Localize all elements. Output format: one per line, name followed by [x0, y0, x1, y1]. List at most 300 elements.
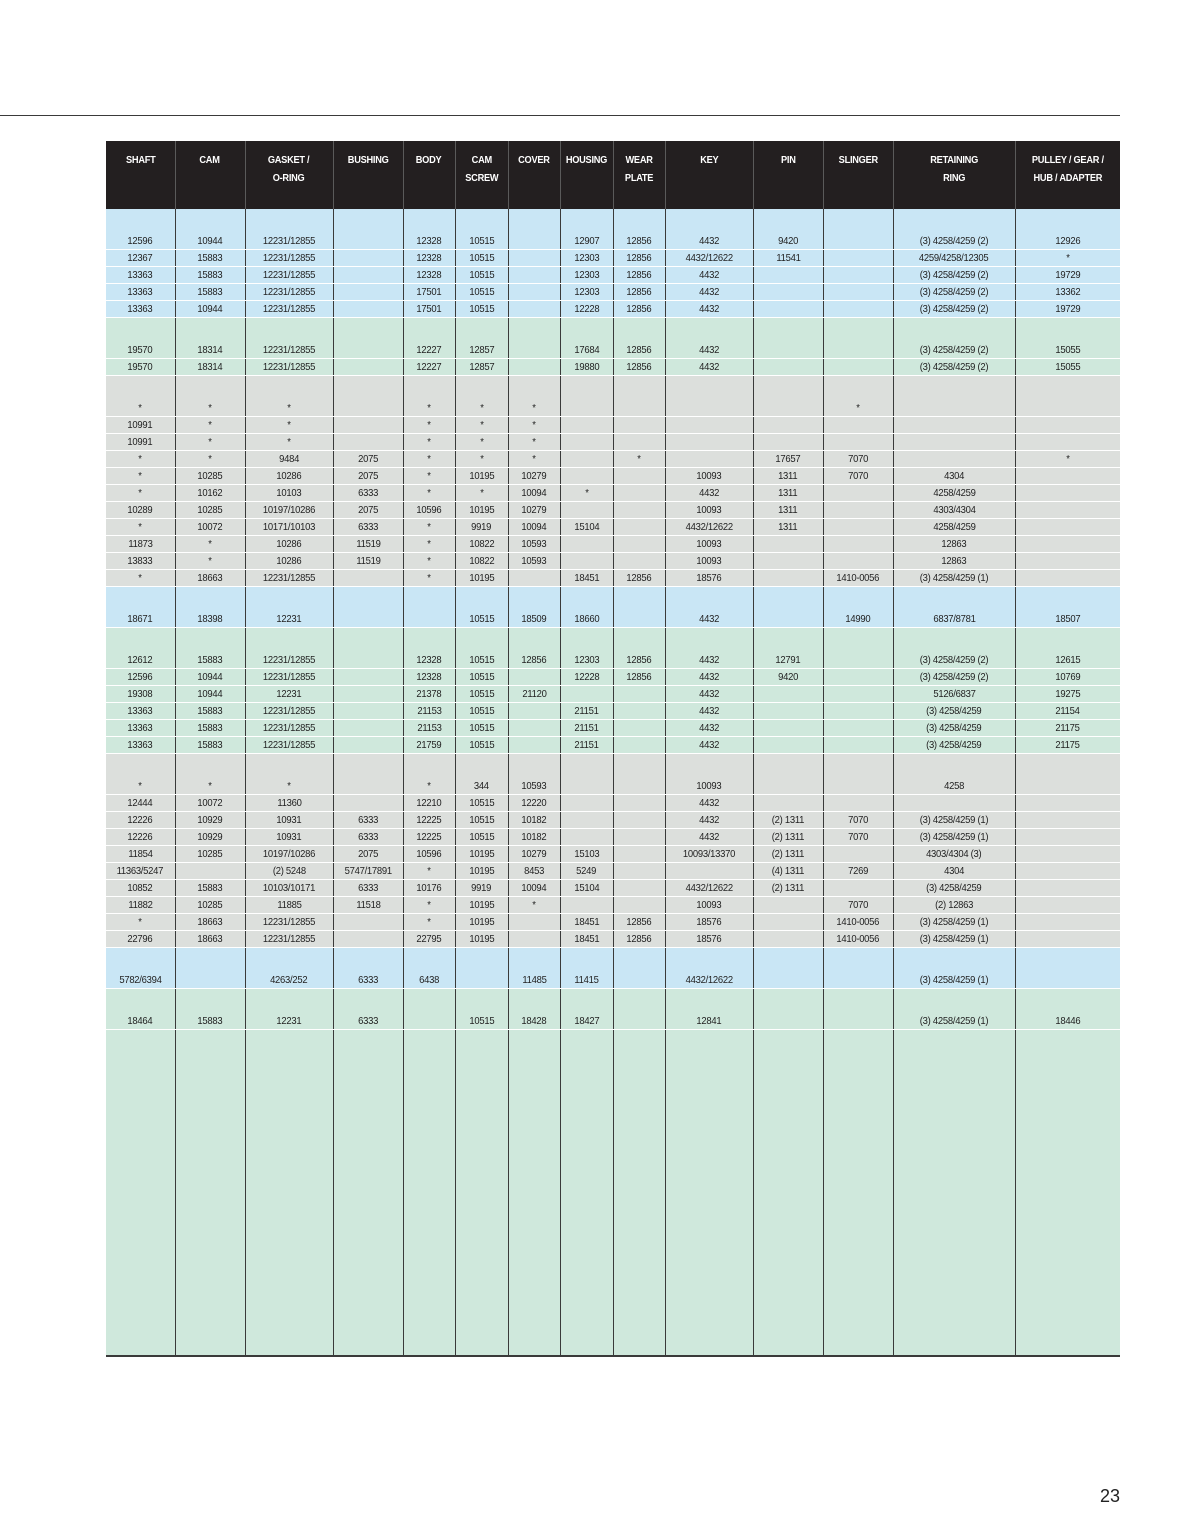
table-row [106, 519, 1120, 536]
table-cell: 7070 [823, 468, 893, 485]
table-cell [613, 519, 665, 536]
table-cell [823, 846, 893, 863]
table-cell [333, 795, 403, 812]
table-cell: 18663 [175, 931, 245, 948]
table-cell: 12856 [613, 931, 665, 948]
group-spacer [106, 209, 1120, 233]
header-row [106, 141, 1120, 209]
table-cell [823, 778, 893, 795]
table-cell: 9919 [455, 880, 508, 897]
table-cell: 21154 [1015, 703, 1120, 720]
table-cell: 10285 [175, 468, 245, 485]
table-cell: 14990 [823, 611, 893, 628]
table-row [106, 703, 1120, 720]
table-cell: * [245, 400, 333, 417]
table-row [106, 846, 1120, 863]
spacer-cell [455, 318, 508, 343]
header-housing: HOUSING [560, 141, 613, 209]
table-cell: 10176 [403, 880, 455, 897]
table-cell: 19308 [106, 686, 175, 703]
table-cell [1015, 829, 1120, 846]
table-cell: 12856 [613, 233, 665, 250]
table-cell: (2) 1311 [753, 880, 823, 897]
table-cell [613, 846, 665, 863]
spacer-cell [106, 209, 175, 233]
table-row [106, 686, 1120, 703]
table-cell: * [106, 485, 175, 502]
table-cell [333, 931, 403, 948]
table-cell [1015, 914, 1120, 931]
table-cell [508, 931, 560, 948]
table-cell [333, 914, 403, 931]
table-cell [823, 417, 893, 434]
group-spacer [106, 318, 1120, 343]
table-cell: 7070 [823, 829, 893, 846]
table-cell [1015, 553, 1120, 570]
table-cell [665, 434, 753, 451]
table-cell: * [106, 519, 175, 536]
table-row [106, 669, 1120, 686]
table-cell: 10515 [455, 652, 508, 669]
table-cell: * [175, 451, 245, 468]
table-cell: (2) 5248 [245, 863, 333, 880]
table-cell [613, 703, 665, 720]
table-cell: 10515 [455, 795, 508, 812]
table-cell: 2075 [333, 846, 403, 863]
table-cell: 12231/12855 [245, 233, 333, 250]
spacer-cell [1015, 948, 1120, 973]
spacer-cell [613, 587, 665, 612]
table-cell: (3) 4258/4259 (1) [893, 931, 1015, 948]
table-cell [893, 434, 1015, 451]
table-cell: 7070 [823, 897, 893, 914]
table-cell: 12367 [106, 250, 175, 267]
table-cell: (3) 4258/4259 [893, 880, 1015, 897]
table-cell: 17684 [560, 342, 613, 359]
table-cell: (4) 1311 [753, 863, 823, 880]
table-cell: 10094 [508, 519, 560, 536]
table-cell: 18671 [106, 611, 175, 628]
spacer-cell [823, 209, 893, 233]
table-cell: 15104 [560, 880, 613, 897]
spacer-cell [893, 318, 1015, 343]
table-cell [1015, 778, 1120, 795]
table-filler [106, 1030, 1120, 1356]
table-cell: 11363/5247 [106, 863, 175, 880]
table-cell: 12615 [1015, 652, 1120, 669]
table-row [106, 914, 1120, 931]
table-cell: 1311 [753, 468, 823, 485]
spacer-cell [508, 754, 560, 779]
table-cell [560, 686, 613, 703]
table-cell: 344 [455, 778, 508, 795]
table-cell: 12328 [403, 652, 455, 669]
table-cell [823, 284, 893, 301]
table-cell: 4432/12622 [665, 880, 753, 897]
header-slinger: SLINGER [823, 141, 893, 209]
table-cell: (3) 4258/4259 (2) [893, 284, 1015, 301]
table-cell [1015, 468, 1120, 485]
table-cell: 21151 [560, 703, 613, 720]
table-row [106, 737, 1120, 754]
table-cell [753, 914, 823, 931]
table-cell: 19570 [106, 342, 175, 359]
spacer-cell [1015, 989, 1120, 1014]
table-cell: 11360 [245, 795, 333, 812]
table-cell: 12328 [403, 233, 455, 250]
table-cell: 12231/12855 [245, 931, 333, 948]
table-row [106, 434, 1120, 451]
table-cell: 21120 [508, 686, 560, 703]
table-cell: * [175, 778, 245, 795]
spacer-cell [403, 948, 455, 973]
table-cell: * [403, 434, 455, 451]
table-cell [613, 400, 665, 417]
table-cell: 13363 [106, 737, 175, 754]
table-cell: 12225 [403, 812, 455, 829]
table-cell [823, 434, 893, 451]
table-row [106, 652, 1120, 669]
table-cell [508, 342, 560, 359]
table-cell: 10596 [403, 846, 455, 863]
table-row [106, 284, 1120, 301]
table-cell: 12863 [893, 553, 1015, 570]
spacer-cell [560, 989, 613, 1014]
table-cell: * [403, 519, 455, 536]
table-cell [823, 250, 893, 267]
spacer-cell [403, 376, 455, 401]
table-cell: (3) 4258/4259 (1) [893, 829, 1015, 846]
table-cell [613, 880, 665, 897]
table-cell [613, 553, 665, 570]
table-cell: 10515 [455, 267, 508, 284]
table-cell: 18314 [175, 359, 245, 376]
table-cell: 6333 [333, 829, 403, 846]
table-cell [613, 434, 665, 451]
table-cell: (3) 4258/4259 (1) [893, 972, 1015, 989]
header-body: BODY [403, 141, 455, 209]
table-cell: 13833 [106, 553, 175, 570]
spacer-cell [333, 948, 403, 973]
table-cell: 10515 [455, 812, 508, 829]
table-cell: 10852 [106, 880, 175, 897]
table-cell: 15883 [175, 267, 245, 284]
table-cell: 10195 [455, 570, 508, 587]
group-spacer [106, 628, 1120, 653]
spacer-cell [175, 209, 245, 233]
table-cell [893, 417, 1015, 434]
table-cell [560, 897, 613, 914]
spacer-cell [245, 318, 333, 343]
table-row [106, 250, 1120, 267]
table-cell: 19275 [1015, 686, 1120, 703]
spacer-cell [823, 754, 893, 779]
spacer-cell [245, 989, 333, 1014]
table-cell: * [175, 434, 245, 451]
table-cell: 12220 [508, 795, 560, 812]
table-row [106, 880, 1120, 897]
table-cell: 10094 [508, 880, 560, 897]
table-cell [753, 720, 823, 737]
table-cell [333, 720, 403, 737]
table-cell [753, 284, 823, 301]
spacer-cell [753, 754, 823, 779]
table-cell: 21175 [1015, 737, 1120, 754]
table-cell: * [175, 400, 245, 417]
table-cell [1015, 846, 1120, 863]
table-cell: 12791 [753, 652, 823, 669]
table-cell [823, 880, 893, 897]
table-cell: 12303 [560, 267, 613, 284]
table-cell: 7070 [823, 812, 893, 829]
table-row [106, 1013, 1120, 1030]
table-cell [823, 342, 893, 359]
table-cell: 21759 [403, 737, 455, 754]
table-cell: * [1015, 451, 1120, 468]
table-cell [665, 400, 753, 417]
table-cell: 10285 [175, 502, 245, 519]
table-cell: (2) 1311 [753, 812, 823, 829]
table-cell [1015, 931, 1120, 948]
table-cell: 5782/6394 [106, 972, 175, 989]
table-cell: 10286 [245, 468, 333, 485]
table-cell: 4432 [665, 812, 753, 829]
table-cell: 1311 [753, 519, 823, 536]
table-cell: 10929 [175, 829, 245, 846]
table-cell: 18398 [175, 611, 245, 628]
table-cell: * [175, 417, 245, 434]
table-cell [560, 434, 613, 451]
table-cell: 21153 [403, 720, 455, 737]
table-cell: 12231/12855 [245, 703, 333, 720]
spacer-cell [560, 948, 613, 973]
table-cell [665, 863, 753, 880]
table-cell: 6333 [333, 812, 403, 829]
table-cell [1015, 434, 1120, 451]
table-cell: 12841 [665, 1013, 753, 1030]
group-spacer [106, 587, 1120, 612]
table-cell: 10279 [508, 502, 560, 519]
table-cell: 10093 [665, 536, 753, 553]
table-cell: 8453 [508, 863, 560, 880]
table-cell [403, 611, 455, 628]
table-cell [753, 1013, 823, 1030]
table-cell: 10072 [175, 519, 245, 536]
table-cell: 12596 [106, 233, 175, 250]
spacer-cell [175, 1030, 245, 1356]
table-cell: 10515 [455, 737, 508, 754]
table-cell: * [403, 536, 455, 553]
table-row [106, 359, 1120, 376]
table-cell: 12231/12855 [245, 250, 333, 267]
table-cell [333, 250, 403, 267]
table-row [106, 778, 1120, 795]
table-cell: 21151 [560, 720, 613, 737]
spacer-cell [560, 376, 613, 401]
table-row [106, 720, 1120, 737]
table-cell: 15883 [175, 703, 245, 720]
table-cell: 15103 [560, 846, 613, 863]
spacer-cell [106, 754, 175, 779]
table-cell: 2075 [333, 451, 403, 468]
table-cell: 10093 [665, 553, 753, 570]
table-cell [508, 570, 560, 587]
table-cell [333, 737, 403, 754]
spacer-cell [333, 587, 403, 612]
spacer-cell [613, 1030, 665, 1356]
spacer-cell [175, 948, 245, 973]
table-cell [333, 400, 403, 417]
table-cell: 12328 [403, 267, 455, 284]
spacer-cell [175, 628, 245, 653]
table-cell [333, 669, 403, 686]
table-cell [823, 301, 893, 318]
table-cell [1015, 880, 1120, 897]
table-cell: * [403, 863, 455, 880]
table-cell [823, 972, 893, 989]
table-cell: 18663 [175, 570, 245, 587]
table-cell [560, 778, 613, 795]
table-cell: 12303 [560, 250, 613, 267]
table-cell: 10931 [245, 812, 333, 829]
table-cell [560, 536, 613, 553]
table-row [106, 863, 1120, 880]
table-cell: 10515 [455, 611, 508, 628]
table-cell: 15883 [175, 1013, 245, 1030]
table-cell: 12226 [106, 812, 175, 829]
table-row [106, 417, 1120, 434]
table-cell: (3) 4258/4259 [893, 703, 1015, 720]
table-cell: 6333 [333, 519, 403, 536]
spacer-cell [403, 587, 455, 612]
table-cell [333, 778, 403, 795]
table-cell: 4303/4304 [893, 502, 1015, 519]
table-cell: 10103 [245, 485, 333, 502]
table-cell [823, 233, 893, 250]
table-cell: 15104 [560, 519, 613, 536]
table-cell: 6438 [403, 972, 455, 989]
spacer-cell [823, 376, 893, 401]
table-cell [753, 703, 823, 720]
table-row [106, 267, 1120, 284]
table-row [106, 536, 1120, 553]
table-cell [403, 1013, 455, 1030]
table-cell: 10182 [508, 829, 560, 846]
table-cell: 10279 [508, 846, 560, 863]
table-row [106, 468, 1120, 485]
table-cell: 4432 [665, 686, 753, 703]
spacer-cell [106, 1030, 175, 1356]
spacer-cell [1015, 1030, 1120, 1356]
table-cell: 12231/12855 [245, 669, 333, 686]
spacer-cell [175, 587, 245, 612]
spacer-cell [1015, 318, 1120, 343]
table-cell [753, 536, 823, 553]
table-cell: 10515 [455, 703, 508, 720]
table-cell: 10593 [508, 778, 560, 795]
table-cell [753, 795, 823, 812]
table-cell [613, 485, 665, 502]
table-cell: 10515 [455, 669, 508, 686]
table-cell: 10103/10171 [245, 880, 333, 897]
table-cell: 11415 [560, 972, 613, 989]
spacer-cell [665, 587, 753, 612]
spacer-cell [245, 209, 333, 233]
table-cell [1015, 972, 1120, 989]
table-cell: 6333 [333, 1013, 403, 1030]
table-cell [333, 359, 403, 376]
table-cell: 12231 [245, 611, 333, 628]
table-cell: 11885 [245, 897, 333, 914]
table-cell [508, 703, 560, 720]
spacer-cell [245, 754, 333, 779]
table-row [106, 795, 1120, 812]
table-cell: 10515 [455, 720, 508, 737]
table-cell [753, 972, 823, 989]
table-row [106, 553, 1120, 570]
table-row [106, 611, 1120, 628]
table-cell: 5126/6837 [893, 686, 1015, 703]
table-cell: 15055 [1015, 359, 1120, 376]
table-cell: * [1015, 250, 1120, 267]
spacer-cell [455, 628, 508, 653]
spacer-cell [753, 1030, 823, 1356]
header-cam: CAM [175, 141, 245, 209]
group-spacer [106, 754, 1120, 779]
table-cell: * [823, 400, 893, 417]
table-cell: * [403, 468, 455, 485]
spacer-cell [893, 628, 1015, 653]
table-cell [893, 451, 1015, 468]
table-cell: * [455, 434, 508, 451]
spacer-cell [665, 1030, 753, 1356]
header-cam-screw: CAM SCREW [455, 141, 508, 209]
table-cell: 10093 [665, 502, 753, 519]
table-cell: (3) 4258/4259 (2) [893, 267, 1015, 284]
table-cell: 4432 [665, 611, 753, 628]
table-cell: 4432 [665, 829, 753, 846]
spacer-cell [893, 1030, 1015, 1356]
spacer-cell [333, 376, 403, 401]
spacer-cell [893, 754, 1015, 779]
table-cell: 18451 [560, 931, 613, 948]
table-cell [560, 829, 613, 846]
table-cell: 12612 [106, 652, 175, 669]
table-cell: 12231/12855 [245, 267, 333, 284]
table-cell: 22796 [106, 931, 175, 948]
table-cell: 12225 [403, 829, 455, 846]
table-cell: 13363 [106, 720, 175, 737]
table-cell: 10991 [106, 417, 175, 434]
spacer-cell [106, 628, 175, 653]
table-cell: 4303/4304 (3) [893, 846, 1015, 863]
table-cell: 12227 [403, 342, 455, 359]
spacer-cell [823, 318, 893, 343]
table-cell: 11518 [333, 897, 403, 914]
table-cell: 13363 [106, 267, 175, 284]
spacer-cell [665, 318, 753, 343]
table-cell [613, 468, 665, 485]
spacer-cell [665, 948, 753, 973]
table-cell [823, 536, 893, 553]
spacer-cell [560, 318, 613, 343]
table-cell [753, 611, 823, 628]
table-cell [508, 250, 560, 267]
table-row [106, 812, 1120, 829]
spacer-cell [665, 754, 753, 779]
spacer-cell [455, 989, 508, 1014]
spacer-cell [893, 376, 1015, 401]
